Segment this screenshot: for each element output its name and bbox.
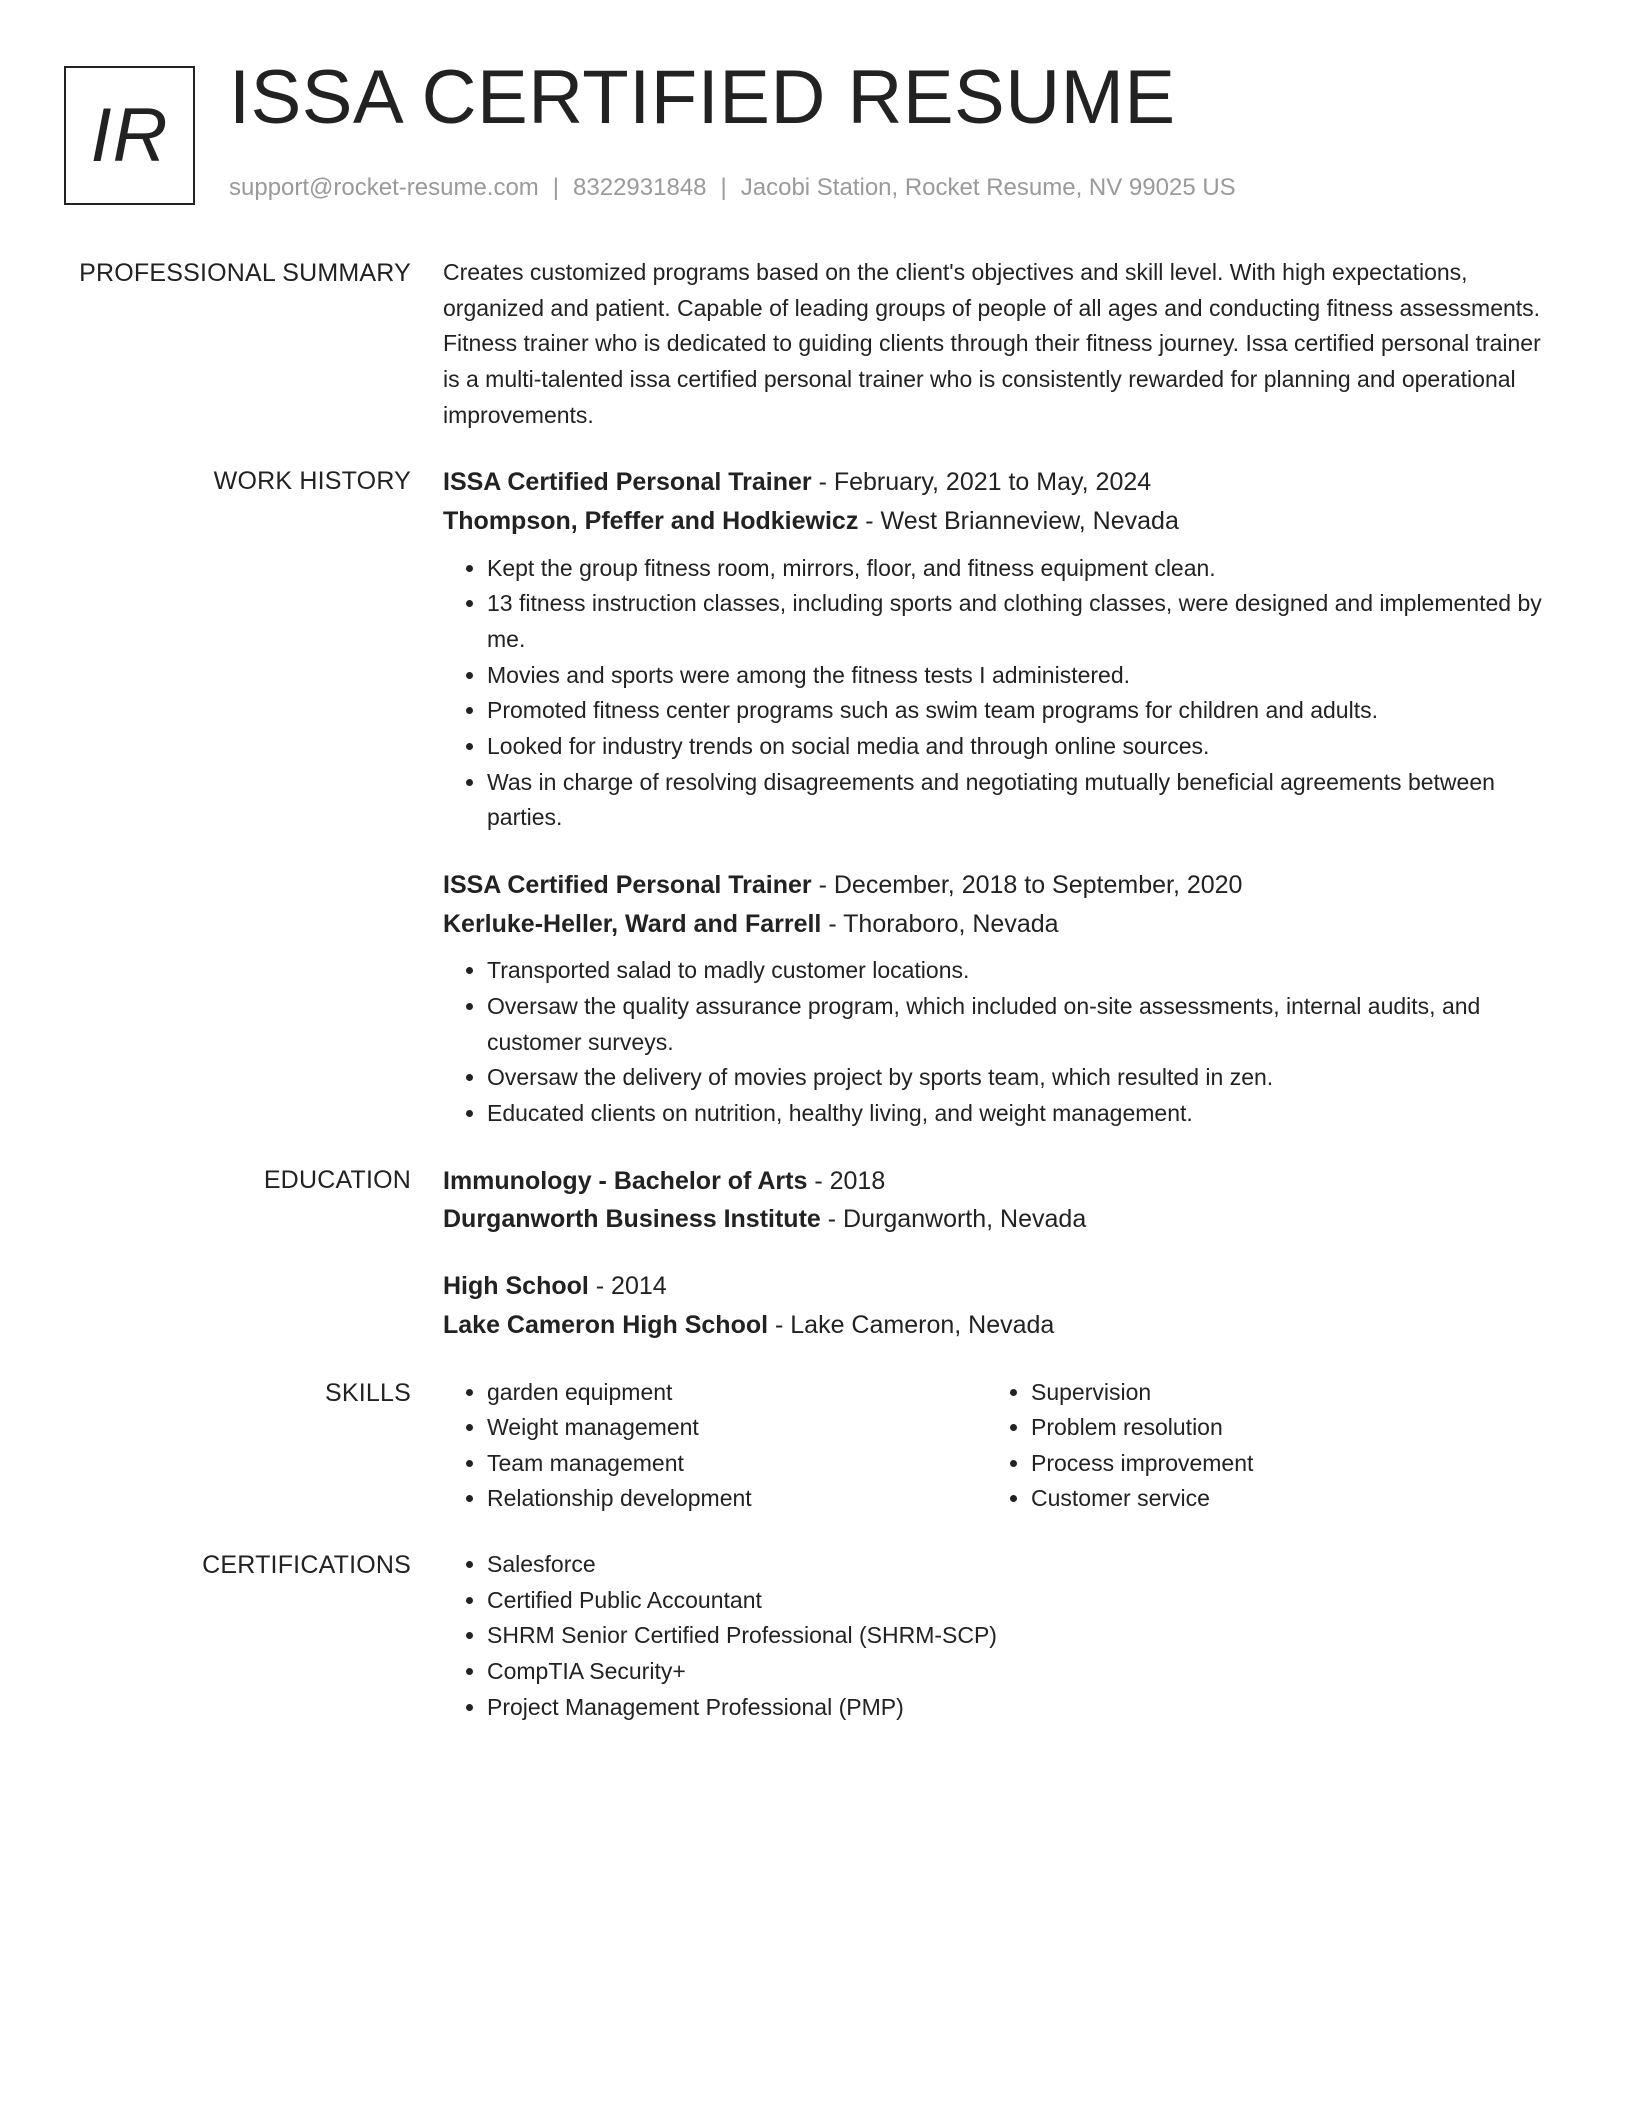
skills-section bbox=[0, 1375, 1632, 1518]
list-item: • garden equipment bbox=[487, 1375, 987, 1411]
list-item: • Promoted fitness center programs such as swim team programs for children and adults. bbox=[487, 693, 1558, 729]
monogram-initials: IR bbox=[90, 92, 169, 178]
job-bullets bbox=[443, 551, 1558, 836]
degree-name: High School bbox=[443, 1272, 589, 1301]
job-location: - West Brianneview, Nevada bbox=[858, 506, 1179, 535]
monogram-badge bbox=[64, 66, 195, 205]
degree-line bbox=[443, 1267, 1558, 1306]
education-entry bbox=[443, 1267, 1558, 1345]
section-title: WORK HISTORY bbox=[213, 467, 411, 496]
list-item: • Kept the group fitness room, mirrors, floor, and fitness equipment clean. bbox=[487, 551, 1558, 587]
section-title: SKILLS bbox=[325, 1378, 411, 1407]
education-section bbox=[0, 1162, 1632, 1345]
contact-line bbox=[229, 174, 1236, 203]
degree-line bbox=[443, 1162, 1558, 1201]
resume-name: ISSA CERTIFIED RESUME bbox=[229, 55, 1176, 140]
summary-section bbox=[0, 255, 1632, 433]
job-entry bbox=[443, 463, 1558, 836]
work-history-body bbox=[443, 463, 1558, 1131]
degree-name: Immunology - Bachelor of Arts bbox=[443, 1166, 808, 1195]
job-role: ISSA Certified Personal Trainer bbox=[443, 870, 812, 899]
job-company: Kerluke-Heller, Ward and Farrell bbox=[443, 909, 822, 938]
summary-body bbox=[443, 255, 1558, 433]
list-item: • Problem resolution bbox=[1031, 1410, 1531, 1446]
school-line bbox=[443, 1200, 1558, 1239]
job-title-line bbox=[443, 463, 1558, 502]
job-dates: - December, 2018 to September, 2020 bbox=[811, 870, 1243, 899]
contact-separator: | bbox=[720, 174, 727, 201]
school-line bbox=[443, 1306, 1558, 1345]
job-bullets bbox=[443, 953, 1558, 1131]
list-item: • Educated clients on nutrition, healthy living, and weight management. bbox=[487, 1096, 1558, 1132]
section-title: CERTIFICATIONS bbox=[202, 1551, 411, 1580]
list-item: • Oversaw the quality assurance program, which included on-site assessments, internal audits, and customer surveys. bbox=[487, 989, 1558, 1060]
job-company-line bbox=[443, 502, 1558, 541]
degree-year: - 2014 bbox=[588, 1272, 667, 1301]
list-item: • 13 fitness instruction classes, including sports and clothing classes, were designed and implemented by me. bbox=[487, 586, 1558, 657]
school-location: - Durganworth, Nevada bbox=[820, 1205, 1087, 1234]
list-item: • Customer service bbox=[1031, 1481, 1531, 1517]
list-item: • Project Management Professional (PMP) bbox=[487, 1690, 1558, 1726]
list-item: • Weight management bbox=[487, 1410, 987, 1446]
list-item: • SHRM Senior Certified Professional (SHRM-SCP) bbox=[487, 1618, 1558, 1654]
job-company: Thompson, Pfeffer and Hodkiewicz bbox=[443, 506, 859, 535]
section-title: PROFESSIONAL SUMMARY bbox=[79, 259, 411, 287]
education-entry bbox=[443, 1162, 1558, 1240]
skills-column-right bbox=[987, 1375, 1531, 1518]
contact-address: Jacobi Station, Rocket Resume, NV 99025 US bbox=[740, 174, 1236, 201]
certifications-list bbox=[443, 1547, 1558, 1725]
job-location: - Thoraboro, Nevada bbox=[821, 909, 1059, 938]
list-item: • Supervision bbox=[1031, 1375, 1531, 1411]
list-item: • Process improvement bbox=[1031, 1446, 1531, 1482]
skills-column-left bbox=[443, 1375, 987, 1518]
contact-separator: | bbox=[552, 174, 560, 201]
resume-sections bbox=[0, 255, 1632, 1755]
section-title: EDUCATION bbox=[263, 1165, 411, 1194]
list-item: • Relationship development bbox=[487, 1481, 987, 1517]
list-item: • Salesforce bbox=[487, 1547, 1558, 1583]
list-item: • Oversaw the delivery of movies project by sports team, which resulted in zen. bbox=[487, 1060, 1558, 1096]
certifications-body bbox=[443, 1547, 1558, 1725]
list-item: • CompTIA Security+ bbox=[487, 1654, 1558, 1690]
list-item: • Looked for industry trends on social media and through online sources. bbox=[487, 729, 1558, 765]
work-history-section bbox=[0, 463, 1632, 1131]
job-entry bbox=[443, 866, 1558, 1132]
school-location: - Lake Cameron, Nevada bbox=[768, 1310, 1055, 1339]
list-item: • Team management bbox=[487, 1446, 987, 1482]
list-item: • Transported salad to madly customer locations. bbox=[487, 953, 1558, 989]
education-body bbox=[443, 1162, 1558, 1345]
certifications-section bbox=[0, 1547, 1632, 1725]
job-dates: - February, 2021 to May, 2024 bbox=[811, 468, 1152, 497]
job-title-line bbox=[443, 866, 1558, 905]
job-company-line bbox=[443, 905, 1558, 944]
skills-grid bbox=[443, 1375, 1558, 1518]
job-role: ISSA Certified Personal Trainer bbox=[443, 468, 812, 497]
list-item: • Was in charge of resolving disagreements and negotiating mutually beneficial agreements between parties. bbox=[487, 765, 1558, 836]
list-item: • Certified Public Accountant bbox=[487, 1583, 1558, 1619]
contact-email[interactable]: support@rocket-resume.com bbox=[229, 174, 539, 201]
skills-body bbox=[443, 1375, 1558, 1518]
degree-year: - 2018 bbox=[807, 1166, 886, 1195]
school-name: Lake Cameron High School bbox=[443, 1310, 769, 1339]
school-name: Durganworth Business Institute bbox=[443, 1205, 821, 1234]
list-item: • Movies and sports were among the fitness tests I administered. bbox=[487, 658, 1558, 694]
contact-phone[interactable]: 8322931848 bbox=[573, 174, 707, 201]
summary-text: Creates customized programs based on the client's objectives and skill level. With high expectations, organized and patient. Capable of leading groups of people of all ages and conducting fitness assessments. Fitness trainer who is dedicated to guiding clients through their fitness journey. Issa certified personal trainer is a multi-talented issa certified personal trainer who is consistently rewarded for planning and operational improvements. bbox=[443, 259, 1541, 428]
